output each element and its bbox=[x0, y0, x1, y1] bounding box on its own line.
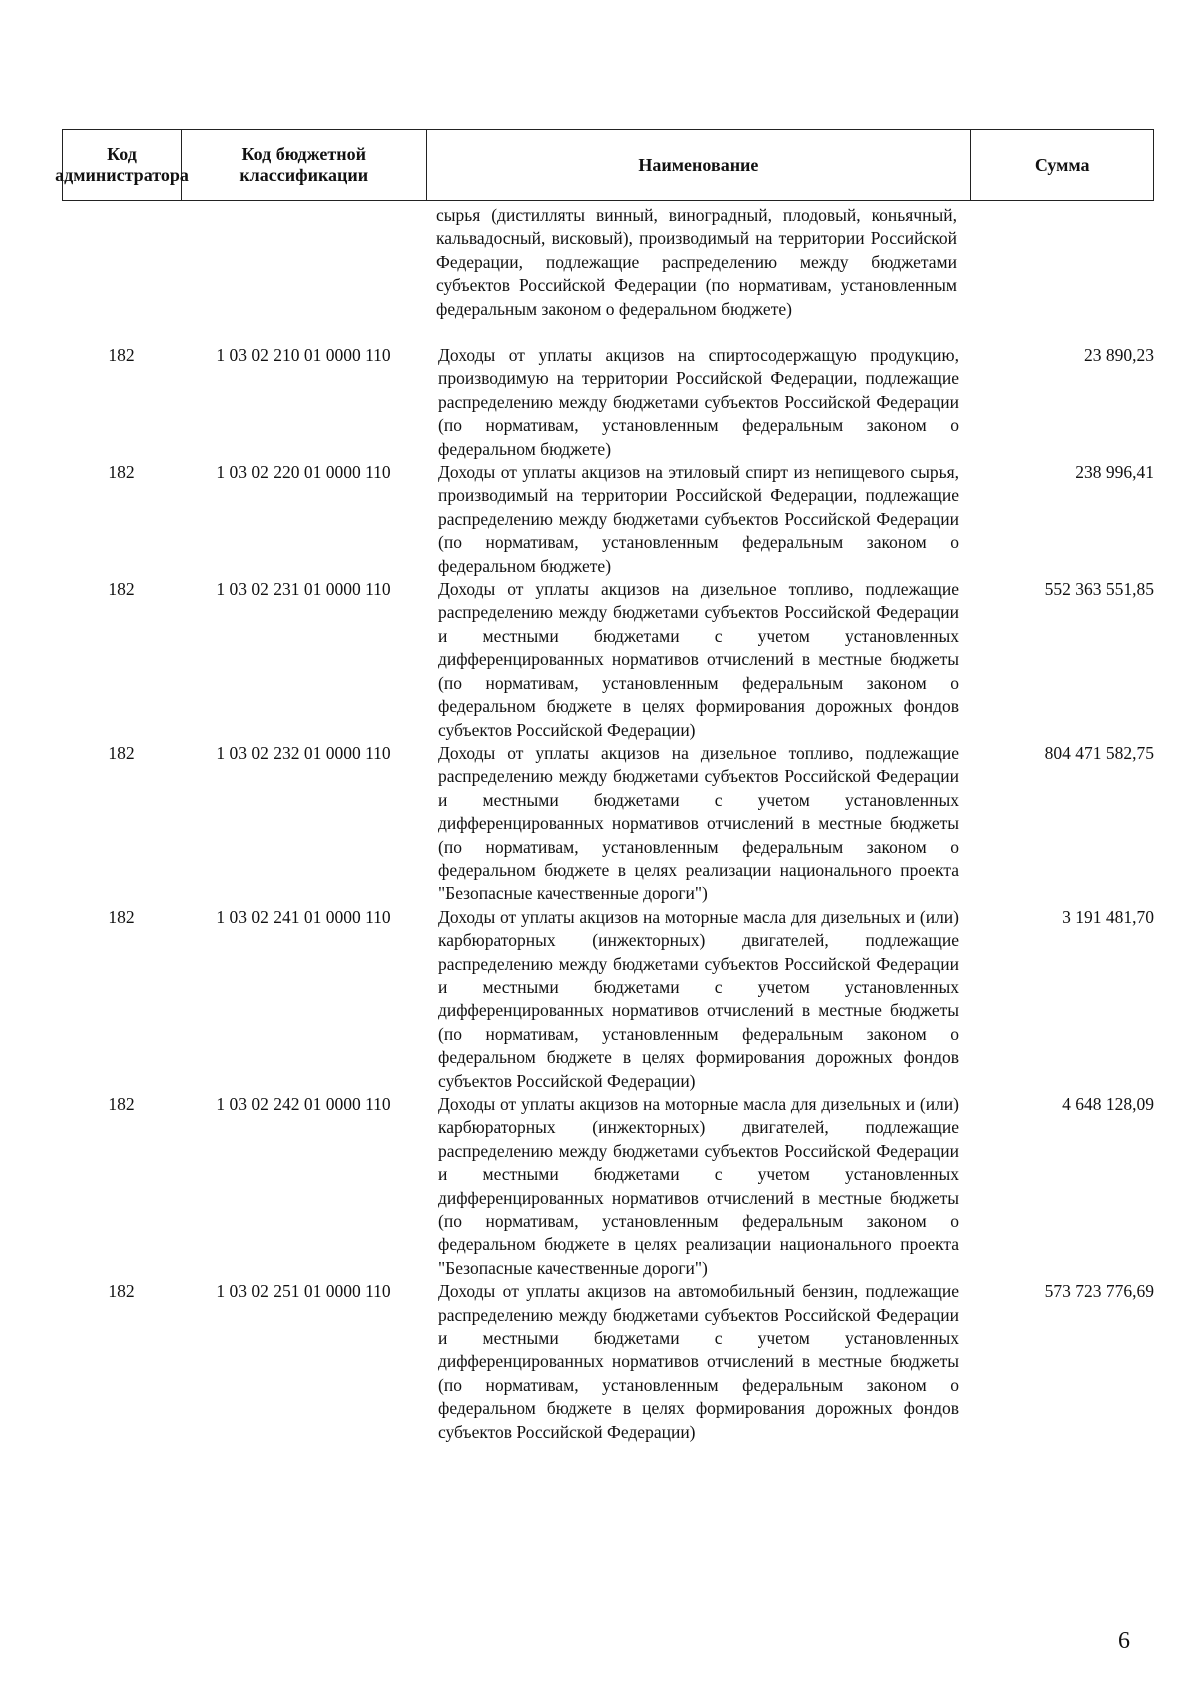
admin-code-cell: 182 bbox=[108, 462, 135, 483]
page-number: 6 bbox=[1118, 1628, 1130, 1654]
header-admin-code: Код администратора bbox=[63, 130, 182, 200]
budget-code-cell: 1 03 02 210 01 0000 110 bbox=[216, 345, 391, 365]
table-body bbox=[62, 344, 1154, 1444]
sum-cell: 573 723 776,69 bbox=[1044, 1281, 1154, 1302]
table-row bbox=[62, 1093, 1154, 1280]
name-cell: Доходы от уплаты акцизов на этиловый спирт из непищевого сырья, производимый на территории Российской Федерации, подлежащие распределению между бюджетами субъектов Российской Федерации (по нормативам, установленным федеральным законом о федеральном бюджете) bbox=[438, 462, 959, 576]
admin-code-cell: 182 bbox=[108, 345, 135, 365]
header-name: Наименование bbox=[427, 130, 972, 200]
table-row bbox=[62, 578, 1154, 742]
budget-code-cell: 1 03 02 241 01 0000 110 bbox=[216, 906, 391, 927]
budget-code-cell: 1 03 02 232 01 0000 110 bbox=[216, 742, 391, 763]
table-row bbox=[62, 906, 1154, 1093]
admin-code-cell: 182 bbox=[108, 906, 135, 927]
table-row bbox=[62, 1280, 1154, 1444]
sum-cell: 238 996,41 bbox=[1075, 462, 1154, 483]
admin-code-cell: 182 bbox=[108, 579, 135, 600]
name-cell: Доходы от уплаты акцизов на дизельное топливо, подлежащие распределению между бюджетами субъектов Российской Федерации и местными бюджетами с учетом установленных дифференцированных нормативов отчислений в местные бюджеты (по нормативам, установленным федеральным законом о федеральном бюджете в целях формирования дорожных фондов субъектов Российской Федерации) bbox=[438, 579, 959, 740]
sum-cell: 552 363 551,85 bbox=[1044, 579, 1154, 600]
budget-code-cell: 1 03 02 242 01 0000 110 bbox=[216, 1094, 391, 1114]
name-cell: Доходы от уплаты акцизов на автомобильный бензин, подлежащие распределению между бюджетами субъектов Российской Федерации и местными бюджетами с учетом установленных дифференцированных нормативов отчислений в местные бюджеты (по нормативам, установленным федеральным законом о федеральном бюджете в целях формирования дорожных фондов субъектов Российской Федерации) bbox=[438, 1281, 959, 1442]
sum-cell: 804 471 582,75 bbox=[1044, 742, 1154, 763]
header-sum: Сумма bbox=[1034, 154, 1090, 175]
sum-cell: 4 648 128,09 bbox=[1062, 1094, 1154, 1114]
budget-code-cell: 1 03 02 220 01 0000 110 bbox=[216, 462, 391, 483]
sum-cell: 23 890,23 bbox=[1084, 345, 1154, 365]
budget-code-cell: 1 03 02 251 01 0000 110 bbox=[216, 1281, 391, 1302]
name-cell: Доходы от уплаты акцизов на моторные масла для дизельных и (или) карбюраторных (инжекторных) двигателей, подлежащие распределению между бюджетами субъектов Российской Федерации и местными бюджетами с учетом установленных дифференцированных нормативов отчислений в местные бюджеты (по нормативам, установленным федеральным законом о федеральном бюджете в целях реализации национального проекта "Безопасные качественные дороги") bbox=[438, 1094, 959, 1278]
table-row bbox=[62, 344, 1154, 461]
budget-code-cell: 1 03 02 231 01 0000 110 bbox=[216, 579, 391, 600]
name-cell: Доходы от уплаты акцизов на дизельное топливо, подлежащие распределению между бюджетами субъектов Российской Федерации и местными бюджетами с учетом установленных дифференцированных нормативов отчислений в местные бюджеты (по нормативам, установленным федеральным законом о федеральном бюджете в целях реализации национального проекта "Безопасные качественные дороги") bbox=[438, 742, 959, 904]
admin-code-cell: 182 bbox=[108, 1094, 135, 1114]
table-row bbox=[62, 742, 1154, 906]
admin-code-cell: 182 bbox=[108, 742, 135, 763]
admin-code-cell: 182 bbox=[108, 1281, 135, 1302]
name-cell: Доходы от уплаты акцизов на моторные масла для дизельных и (или) карбюраторных (инжекторных) двигателей, подлежащие распределению между бюджетами субъектов Российской Федерации и местными бюджетами с учетом установленных дифференцированных нормативов отчислений в местные бюджеты (по нормативам, установленным федеральным законом о федеральном бюджете в целях формирования дорожных фондов субъектов Российской Федерации) bbox=[438, 906, 959, 1091]
sum-cell: 3 191 481,70 bbox=[1062, 906, 1154, 927]
name-cell: Доходы от уплаты акцизов на спиртосодержащую продукцию, производимую на территории Российской Федерации, подлежащие распределению между бюджетами субъектов Российской Федерации (по нормативам, установленным федеральным законом о федеральном бюджете) bbox=[438, 345, 959, 459]
table-row bbox=[62, 461, 1154, 578]
header-budget-code: Код бюджетной классификации bbox=[182, 130, 427, 200]
table-header bbox=[55, 129, 1154, 201]
continuation-text: сырья (дистилляты винный, виноградный, плодовый, коньячный, кальвадосный, висковый), производимый на территории Российской Федерации, подлежащие распределению между бюджетами субъектов Российской Федерации (по нормативам, установленным федеральным законом о федеральном бюджете) bbox=[436, 205, 957, 319]
